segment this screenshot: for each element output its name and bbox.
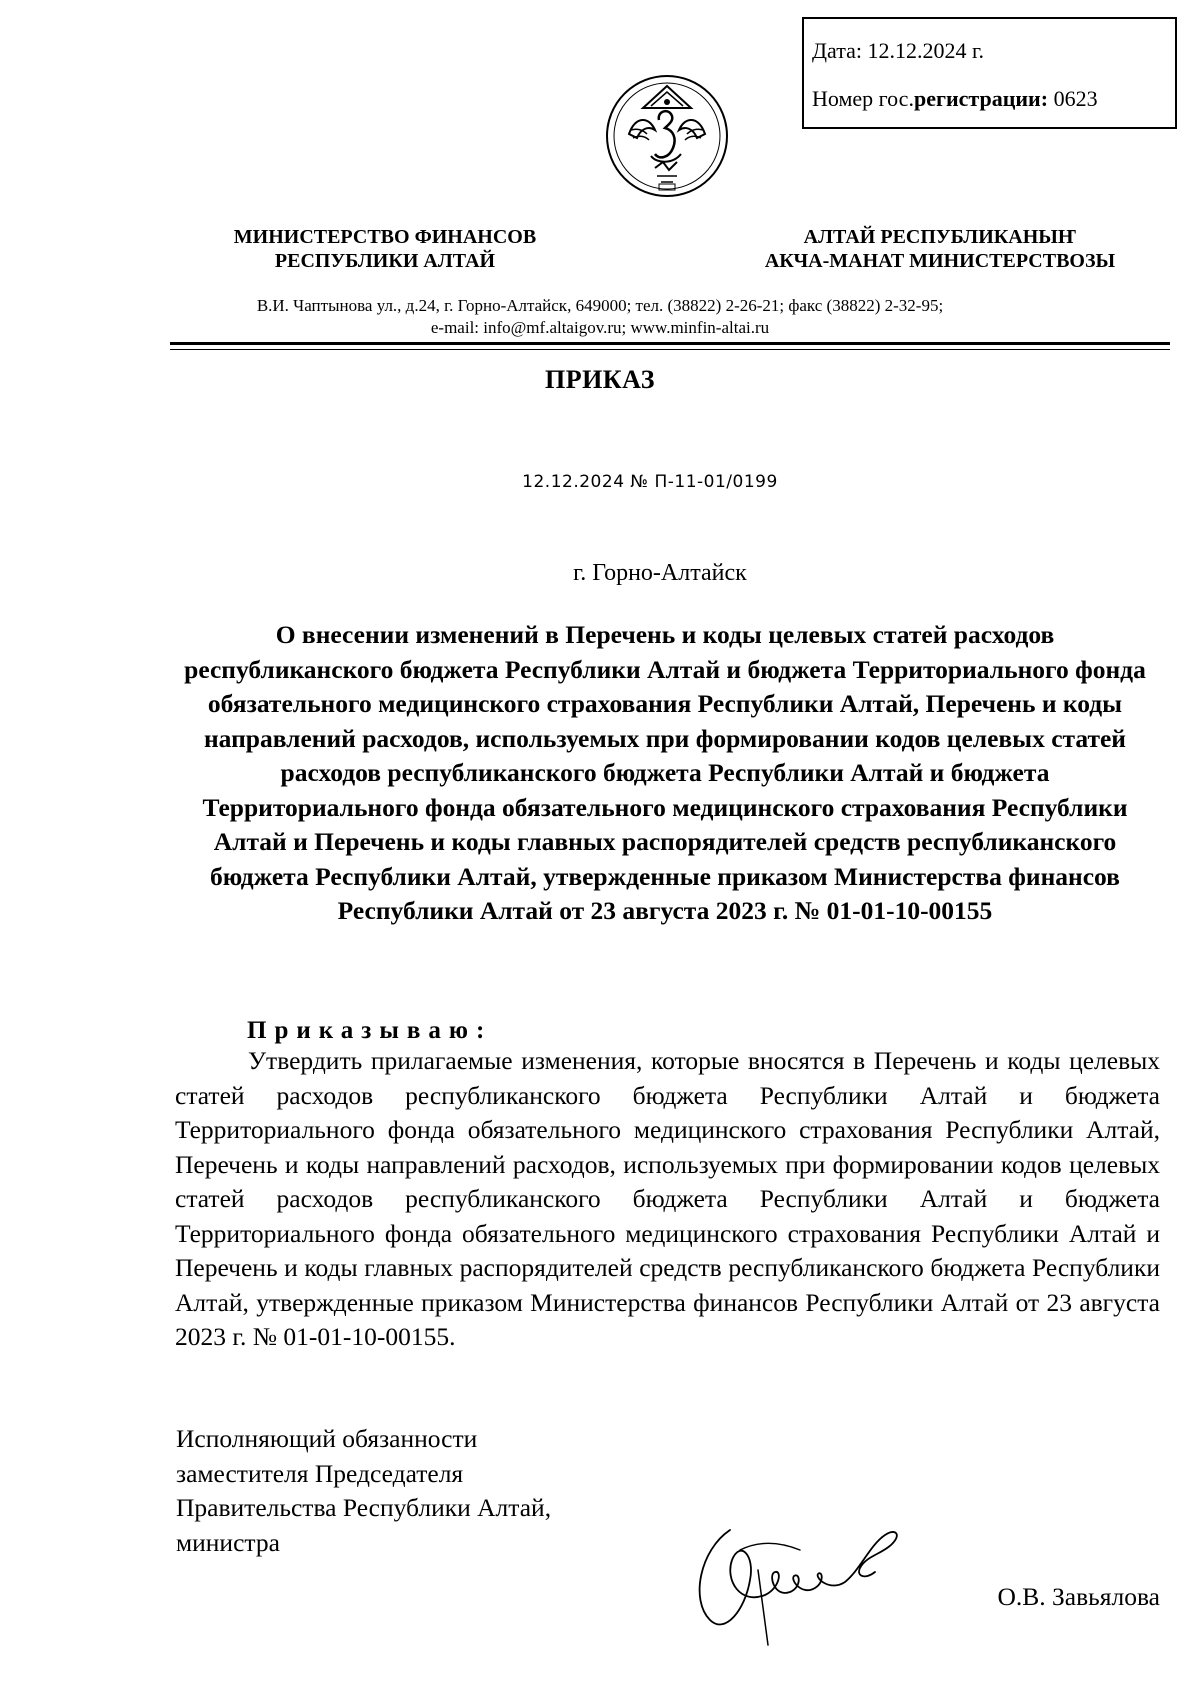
ministry-name-russian <box>190 225 580 273</box>
ministry-name-russian-line1: МИНИСТЕРСТВО ФИНАНСОВ <box>233 226 537 248</box>
signatory-position-line3: Правительства Республики Алтай, <box>176 1493 552 1522</box>
signatory-position <box>176 1422 636 1560</box>
address-line1: В.И. Чаптынова ул., д.24, г. Горно-Алтайск, 649000; тел. (38822) 2-26-21; факс (38822) 2-32-95; <box>256 296 944 315</box>
address-line2: e-mail: info@mf.altaigov.ru; www.minfin-altai.ru <box>430 318 770 337</box>
document-type: ПРИКАЗ <box>544 365 656 394</box>
ministry-name-altai-line1: АЛТАЙ РЕСПУБЛИКАНЫҤ <box>803 226 1077 248</box>
coat-of-arms-icon <box>603 72 731 200</box>
ministry-name-altai <box>720 225 1160 273</box>
header-rule-thin <box>170 349 1170 350</box>
signatory-position-line4: министра <box>176 1527 280 1557</box>
registration-number-label-part1: Номер гос. <box>812 86 914 111</box>
registration-date-value: 12.12.2024 г. <box>867 38 985 63</box>
registration-number-row <box>812 85 1175 133</box>
registration-date-row <box>812 37 1175 85</box>
document-number: 12.12.2024 № П-11-01/0199 <box>522 472 778 492</box>
handwritten-signature-icon <box>670 1510 930 1650</box>
header-rule-thick <box>170 342 1170 345</box>
registration-stamp <box>802 17 1177 129</box>
ministry-name-russian-line2: РЕСПУБЛИКИ АЛТАЙ <box>274 250 496 272</box>
signer-name: О.В. Завьялова <box>997 1582 1160 1611</box>
order-verb: Приказываю: <box>247 1017 493 1044</box>
signatory-position-line2: заместителя Председателя <box>176 1458 464 1488</box>
registration-date-label: Дата: <box>812 38 862 63</box>
registration-number-value: 0623 <box>1053 86 1098 111</box>
document-subject: О внесении изменений в Перечень и коды целевых статей расходов республиканского бюджета Республики Алтай и бюджета Территориального фонда обязательного медицинского страхования Республики Алтай, Перечень и коды направлений расходов, используемых при формировании кодов целевых статей расходов республиканского бюджета Республики Алтай и бюджета Территориального фонда обязательного медицинского страхования Республики Алтай и Перечень и коды главных распорядителей средств республиканского бюджета Республики Алтай, утвержденные приказом Министерства финансов Республики Алтай от 23 августа 2023 г. № 01-01-10-00155 <box>184 620 1146 925</box>
ministry-name-altai-line2: АКЧА-МАНАТ МИНИСТЕРСТВОЗЫ <box>764 250 1116 272</box>
ministry-address <box>150 295 1050 339</box>
registration-number-label-part2: регистрации: <box>913 86 1049 111</box>
signatory-position-line1: Исполняющий обязанности <box>176 1424 478 1453</box>
document-city: г. Горно-Алтайск <box>573 560 747 586</box>
document-body: Утвердить прилагаемые изменения, которые вносятся в Перечень и коды целевых статей расходов республиканского бюджета Республики Алтай и бюджета Территориального фонда обязательного медицинского страхования Республики Алтай, Перечень и коды направлений расходов, используемых при формировании кодов целевых статей расходов республиканского бюджета Республики Алтай и бюджета Территориального фонда обязательного медицинского страхования Республики Алтай и Перечень и коды главных распорядителей средств республиканского бюджета Республики Алтай, утвержденные приказом Министерства финансов Республики Алтай от 23 августа 2023 г. № 01-01-10-00155. <box>175 1046 1160 1351</box>
